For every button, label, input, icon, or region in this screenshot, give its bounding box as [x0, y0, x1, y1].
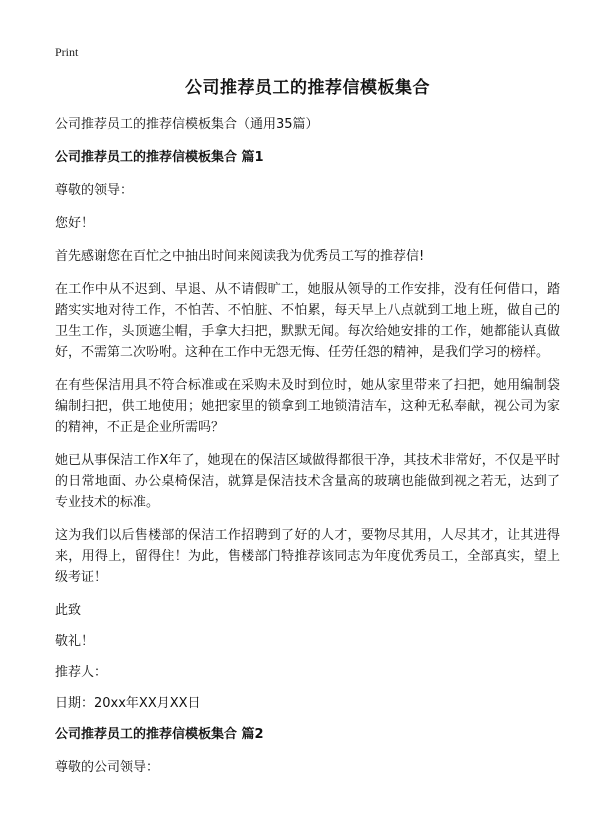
document-subtitle: 公司推荐员工的推荐信模板集合（通用35篇） [55, 117, 319, 132]
document-title: 公司推荐员工的推荐信模板集合 [185, 78, 430, 98]
salutation-2: 尊敬的公司领导： [55, 760, 160, 775]
date-line: 日期：20xx年XX月XX日 [55, 696, 201, 711]
closing-line-2: 敬礼！ [55, 634, 95, 649]
body-paragraph-2: 在工作中从不迟到、早退、从不请假旷工，她服从领导的工作安排，没有任何借口，踏踏实实地对待工作，不怕苦、不怕脏、不怕累，每天早上八点就到工地上班，做自己的卫生工作，头顶遮尘帽，手拿大扫把，默默无闻。每次给她安排的工作，她都能认真做好，不需第二次吩咐。这种在工作中无怨无悔、任劳任怨的精神，是我们学习的榜样。 [55, 282, 560, 360]
print-label: Print [55, 45, 79, 59]
section-heading-2: 公司推荐员工的推荐信模板集合 篇2 [55, 727, 264, 742]
recommender-line: 推荐人： [55, 665, 108, 680]
body-paragraph-3: 在有些保洁用具不符合标准或在采购未及时到位时，她从家里带来了扫把，她用编制袋编制扫把，供工地使用；她把家里的锁拿到工地锁清洁车，这种无私奉献，视公司为家的精神，不正是企业所需吗？ [55, 378, 560, 435]
body-paragraph-4: 她已从事保洁工作X年了，她现在的保洁区域做得都很干净，其技术非常好，不仅是平时的日常地面、办公桌椅保洁，就算是保洁技术含量高的玻璃也能做到视之若无，达到了专业技术的标准。 [55, 453, 560, 510]
greeting-1: 您好！ [55, 216, 95, 231]
salutation-1: 尊敬的领导： [55, 183, 134, 198]
body-paragraph-5: 这为我们以后售楼部的保洁工作招聘到了好的人才，要物尽其用，人尽其才，让其进得来，用得上，留得住！为此，售楼部门特推荐该同志为年度优秀员工，全部真实，望上级考证！ [55, 528, 560, 585]
closing-line-1: 此致 [55, 603, 82, 618]
body-paragraph-1: 首先感谢您在百忙之中抽出时间来阅读我为优秀员工写的推荐信! [55, 249, 425, 264]
section-heading-1: 公司推荐员工的推荐信模板集合 篇1 [55, 150, 264, 165]
